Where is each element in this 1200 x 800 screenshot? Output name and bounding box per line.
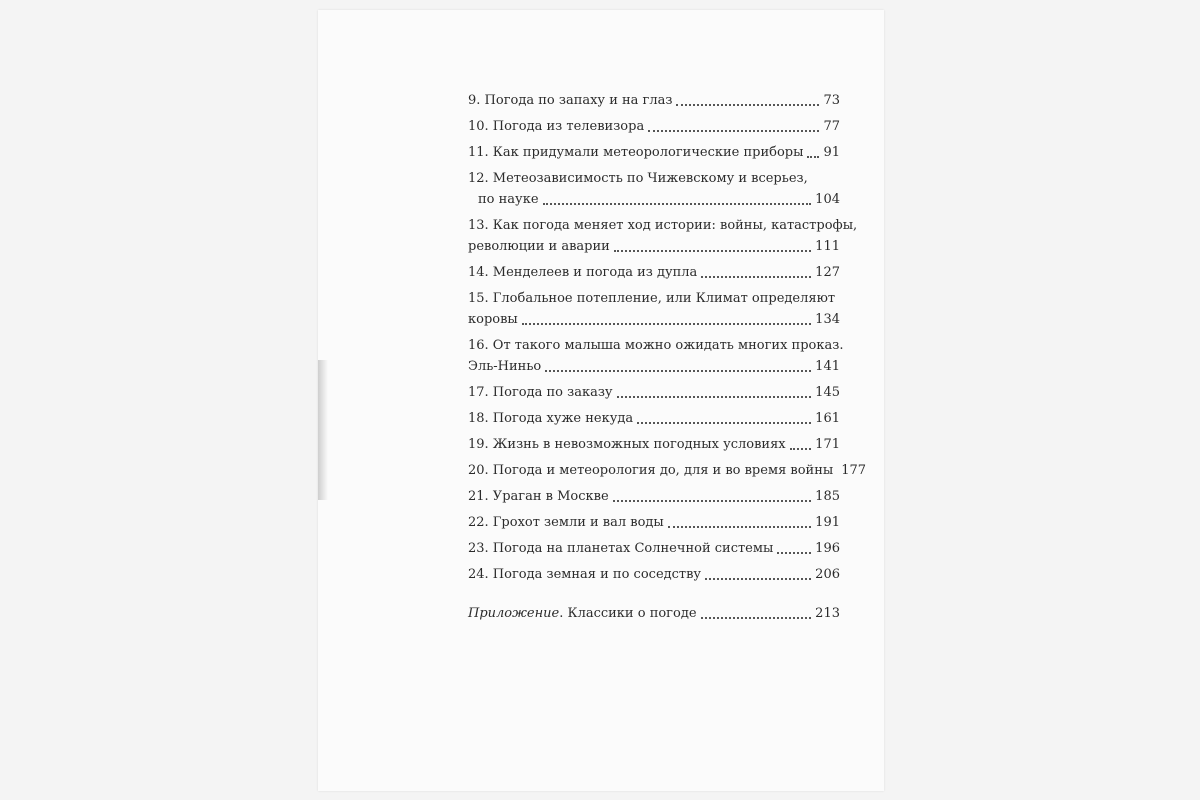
toc-entry — [468, 142, 840, 163]
toc-entry — [468, 538, 840, 559]
dot-leader — [545, 370, 811, 372]
toc-entry — [468, 262, 840, 283]
page-binding-shadow — [318, 360, 328, 500]
toc-entry-title: 15. Глобальное потепление, или Климат определяют — [468, 291, 836, 306]
dot-leader — [807, 156, 819, 158]
dot-leader — [543, 203, 812, 205]
toc-page-number: 191 — [815, 515, 840, 530]
toc-entry-title: 9. Погода по запаху и на глаз — [468, 93, 673, 108]
toc-page-number: 141 — [815, 359, 840, 374]
toc-page-number: 77 — [823, 119, 840, 134]
toc-entry-title: 22. Грохот земли и вал воды — [468, 515, 664, 530]
toc-entry — [468, 288, 840, 309]
dot-leader — [705, 578, 811, 580]
toc-entry — [468, 382, 840, 403]
toc-page-number: 145 — [815, 385, 840, 400]
toc-entry-title: 13. Как погода меняет ход истории: войны, катастрофы, — [468, 218, 858, 233]
dot-leader — [701, 617, 812, 619]
toc-entry — [468, 168, 840, 189]
toc-entry — [468, 215, 858, 236]
toc-entry-title: 16. От такого малыша можно ожидать многих проказ. — [468, 338, 844, 353]
dot-leader — [648, 130, 819, 132]
dot-leader — [790, 448, 812, 450]
toc-entry — [468, 512, 840, 533]
dot-leader — [668, 526, 811, 528]
toc-entry — [468, 335, 844, 356]
toc-page-number: 91 — [823, 145, 840, 160]
dot-leader — [522, 323, 811, 325]
toc-entry-title: 18. Погода хуже некуда — [468, 411, 634, 426]
dot-leader — [617, 396, 812, 398]
toc-page-number: 111 — [815, 239, 840, 254]
toc-entry-title: 12. Метеозависимость по Чижевскому и всерьез, — [468, 171, 808, 186]
dot-leader — [637, 422, 811, 424]
toc-entry-continuation — [468, 356, 840, 377]
toc-page-number: 134 — [815, 312, 840, 327]
toc-page-number: 213 — [815, 606, 840, 621]
toc-entry-title-continued: коровы — [468, 312, 518, 327]
book-page — [318, 10, 884, 791]
toc-entry-title: 19. Жизнь в невозможных погодных условиях — [468, 437, 786, 452]
toc-entry-continuation — [468, 309, 840, 330]
toc-appendix-entry — [468, 603, 840, 624]
toc-page-number: 104 — [815, 192, 840, 207]
toc-entry — [468, 116, 840, 137]
dot-leader — [777, 552, 811, 554]
dot-leader — [701, 276, 811, 278]
toc-entry-title: 10. Погода из телевизора — [468, 119, 645, 134]
toc-entry-title: 23. Погода на планетах Солнечной системы — [468, 541, 774, 556]
toc-page-number: 177 — [841, 463, 867, 478]
dot-leader — [676, 104, 819, 106]
toc-page-number: 161 — [815, 411, 840, 426]
toc-entry-title: 11. Как придумали метеорологические приборы — [468, 145, 804, 160]
toc-page-number: 185 — [815, 489, 840, 504]
toc-entry-title-continued: Эль-Ниньо — [468, 359, 542, 374]
toc-entry-continuation — [468, 189, 840, 210]
toc-entry — [468, 564, 840, 585]
appendix-label: Приложение — [468, 606, 560, 621]
toc-entry — [468, 486, 840, 507]
toc-entry-title-continued: по науке — [478, 192, 539, 207]
toc-entry-title: 14. Менделеев и погода из дупла — [468, 265, 698, 280]
toc-page-number: 196 — [815, 541, 840, 556]
table-of-contents — [468, 90, 867, 629]
appendix-title-rest: . Классики о погоде — [559, 606, 697, 621]
toc-page-number: 171 — [815, 437, 840, 452]
dot-leader — [614, 250, 811, 252]
toc-page-number: 206 — [815, 567, 840, 582]
toc-entry-title-continued: революции и аварии — [468, 239, 610, 254]
toc-entry-title: 17. Погода по заказу — [468, 385, 613, 400]
toc-page-number: 127 — [815, 265, 840, 280]
toc-entry-title: 21. Ураган в Москве — [468, 489, 609, 504]
toc-entry — [468, 408, 840, 429]
toc-entry — [468, 90, 840, 111]
toc-appendix-title — [468, 603, 697, 624]
toc-entry-continuation — [468, 236, 840, 257]
toc-entry-title: 20. Погода и метеорология до, для и во время войны — [468, 463, 834, 478]
toc-entry-title: 24. Погода земная и по соседству — [468, 567, 702, 582]
toc-page-number: 73 — [823, 93, 840, 108]
toc-entry — [468, 434, 840, 455]
dot-leader — [613, 500, 812, 502]
toc-entry — [468, 460, 867, 481]
